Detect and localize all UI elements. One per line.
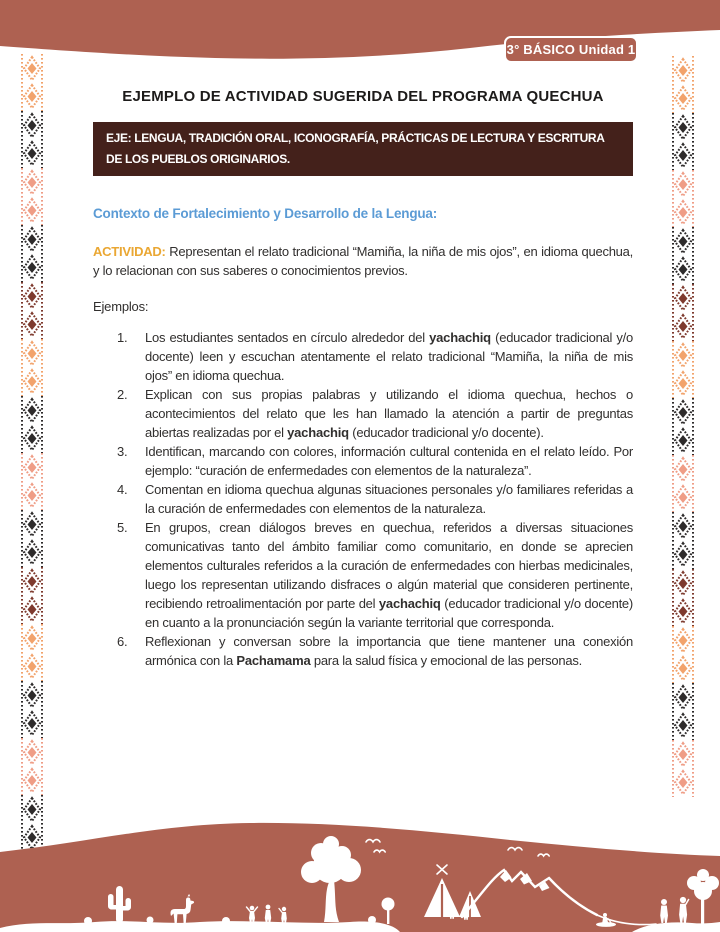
- bush-silhouette: [222, 917, 230, 925]
- bush-silhouette: [147, 917, 154, 924]
- list-item-number: 5.: [117, 520, 128, 535]
- examples-list: [93, 328, 633, 670]
- list-item: 6. Reflexionan y conversan sobre la importancia que tiene mantener una conexión armónica con la Pachamama para la salud física y emocional de las personas.: [117, 634, 633, 668]
- list-item: 4. Comentan en idioma quechua algunas situaciones personales y/o familiares referidas a la curación de enfermedades con elementos de la naturaleza.: [117, 482, 633, 516]
- unit-badge: [504, 36, 638, 63]
- list-item: 1. Los estudiantes sentados en círculo alrededor del yachachiq (educador tradicional y/o docente) leen y escuchan atentamente el relato tradicional “Mamiña, la niña de mis ojos” en idioma quechua.: [117, 330, 633, 383]
- list-item-number: 1.: [117, 330, 128, 345]
- bush-silhouette: [368, 916, 376, 924]
- activity-text: Representan el relato tradicional “Mamiña, la niña de mis ojos”, en idioma quechua, y lo relacionan con sus saberes o conocimientos previos.: [93, 244, 633, 278]
- eje-banner: EJE: LENGUA, TRADICIÓN ORAL, ICONOGRAFÍA, PRÁCTICAS DE LECTURA Y ESCRITURA DE LOS PUEBLOS ORIGINARIOS.: [93, 122, 633, 176]
- list-item-number: 3.: [117, 444, 128, 459]
- list-item-number: 4.: [117, 482, 128, 497]
- right-textile-border: [671, 56, 695, 797]
- page-title: EJEMPLO DE ACTIVIDAD SUGERIDA DEL PROGRAMA QUECHUA: [122, 88, 604, 105]
- context-heading: Contexto de Fortalecimiento y Desarrollo de la Lengua:: [93, 206, 438, 221]
- document-content: [93, 80, 633, 670]
- list-item: 3. Identifican, marcando con colores, información cultural contenida en el relato leído. Por ejemplo: “curación de enfermedades con elementos de la naturaleza”.: [117, 444, 633, 478]
- list-item-number: 6.: [117, 634, 128, 649]
- unit-badge-label: 3° BÁSICO Unidad 1: [506, 42, 636, 57]
- activity-label: ACTIVIDAD:: [93, 244, 166, 259]
- list-item: 5. En grupos, crean diálogos breves en quechua, referidos a diversas situaciones comunicativas tanto del ámbito familiar como comunitario, en donde se aprecien elementos culturales referidos a la curación de enfermedades con hierbas medicinales, luego los representan utilizando disfraces o algún material que consideren pertinente, recibiendo retroalimentación por parte del yachachiq (educador tradicional y/o docente) en cuanto a la pronunciación según la variante territorial que corresponda.: [117, 520, 633, 630]
- activity-paragraph: [93, 242, 633, 280]
- list-item: 2. Explican con sus propias palabras y utilizando el idioma quechua, hechos o acontecimientos del relato que les han llamado la atención a partir de preguntas abiertas realizadas por el yachachiq (educador tradicional y/o docente).: [117, 387, 633, 440]
- footer-band: [0, 823, 720, 932]
- examples-heading: Ejemplos:: [93, 299, 149, 314]
- bush-silhouette: [84, 917, 92, 925]
- left-textile-border: [20, 54, 44, 852]
- list-item-number: 2.: [117, 387, 128, 402]
- footer-illustration: [0, 820, 720, 932]
